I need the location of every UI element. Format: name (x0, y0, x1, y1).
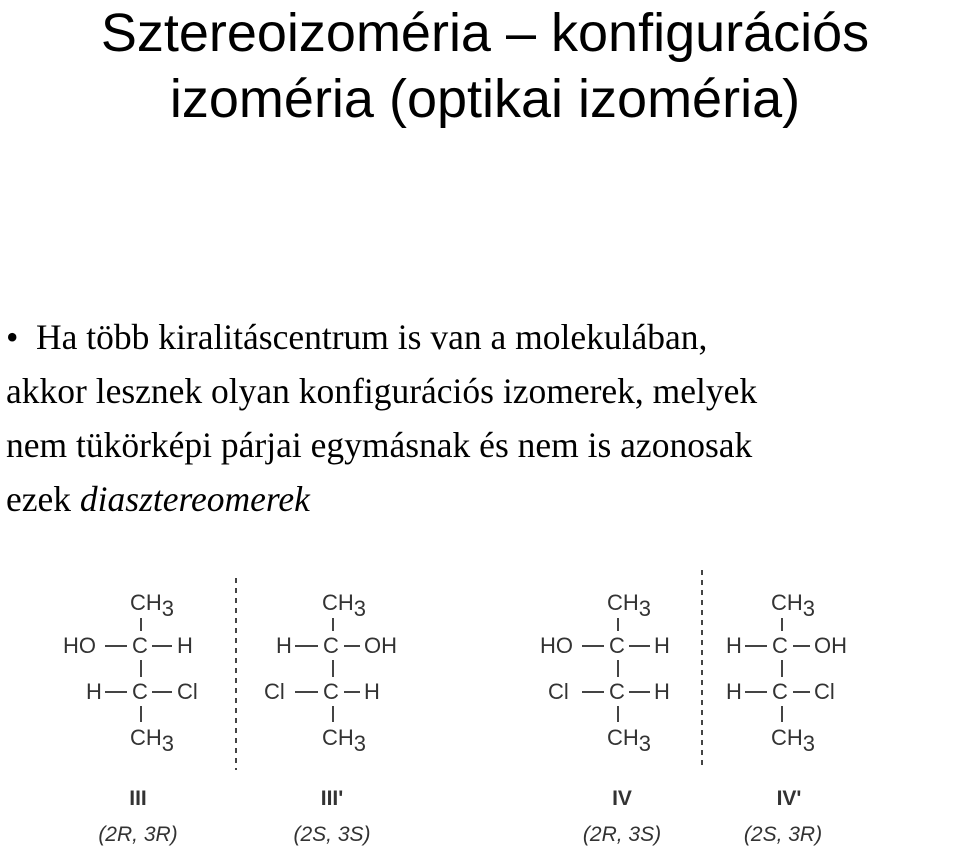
bullet-line-4-prefix: ezek (6, 479, 80, 519)
bottom-methyl: CH3 (130, 725, 175, 756)
substituent-left: H (726, 633, 742, 658)
title-line-1: Sztereoizoméria – konfigurációs (100, 3, 870, 63)
bottom-methyl: CH3 (322, 725, 367, 756)
bullet-paragraph (6, 310, 956, 526)
chiral-carbon: C (132, 679, 148, 704)
substituent-right: OH (814, 633, 847, 658)
chiral-carbon: C (323, 679, 339, 704)
substituent-right: H (654, 679, 670, 704)
configuration-label: (2R, 3R) (98, 823, 178, 846)
isomer-label: III (129, 787, 147, 810)
structure-III (63, 590, 198, 846)
structure-IV-prime (726, 590, 847, 846)
structure-III-prime (264, 590, 397, 846)
substituent-right: H (364, 679, 380, 704)
bottom-methyl: CH3 (771, 725, 816, 756)
substituent-left: HO (63, 633, 96, 658)
configuration-label: (2R, 3S) (582, 823, 662, 846)
isomer-label: IV' (776, 787, 802, 810)
bullet-line-3: nem tükörképi párjai egymásnak és nem is azonosak (6, 425, 753, 465)
title-line-2: izoméria (optikai izoméria) (169, 69, 801, 129)
substituent-left: H (86, 679, 102, 704)
substituent-left: H (726, 679, 742, 704)
structure-IV (540, 590, 670, 846)
term-diastereomers: diasztereomerek (79, 479, 310, 519)
isomer-label: IV (612, 787, 632, 810)
bullet-line-4 (6, 472, 956, 526)
top-methyl: CH3 (322, 590, 367, 621)
configuration-label: (2S, 3R) (743, 823, 823, 846)
chiral-carbon: C (323, 633, 339, 658)
slide-title (20, 0, 950, 132)
top-methyl: CH3 (130, 590, 175, 621)
bullet-line-2: akkor lesznek olyan konfigurációs izomerek, melyek (6, 371, 758, 411)
chiral-carbon: C (132, 633, 148, 658)
substituent-left: Cl (548, 679, 569, 704)
top-methyl: CH3 (771, 590, 816, 621)
chiral-carbon: C (772, 633, 788, 658)
substituent-right: H (654, 633, 670, 658)
fischer-projections-figure (0, 560, 960, 861)
substituent-left: HO (540, 633, 573, 658)
chiral-carbon: C (609, 633, 625, 658)
substituent-right: Cl (814, 679, 835, 704)
substituent-right: OH (364, 633, 397, 658)
bullet-line-1 (6, 310, 956, 364)
chiral-carbon: C (609, 679, 625, 704)
top-methyl: CH3 (607, 590, 652, 621)
substituent-right: H (177, 633, 193, 658)
substituent-left: Cl (264, 679, 285, 704)
substituent-left: H (276, 633, 292, 658)
configuration-label: (2S, 3S) (293, 823, 371, 846)
bottom-methyl: CH3 (607, 725, 652, 756)
isomer-label: III' (320, 787, 344, 810)
bullet-marker: • (6, 317, 19, 357)
bullet-line-1-text: Ha több kiralitáscentrum is van a molekulában, (36, 317, 708, 357)
substituent-right: Cl (177, 679, 198, 704)
chiral-carbon: C (772, 679, 788, 704)
